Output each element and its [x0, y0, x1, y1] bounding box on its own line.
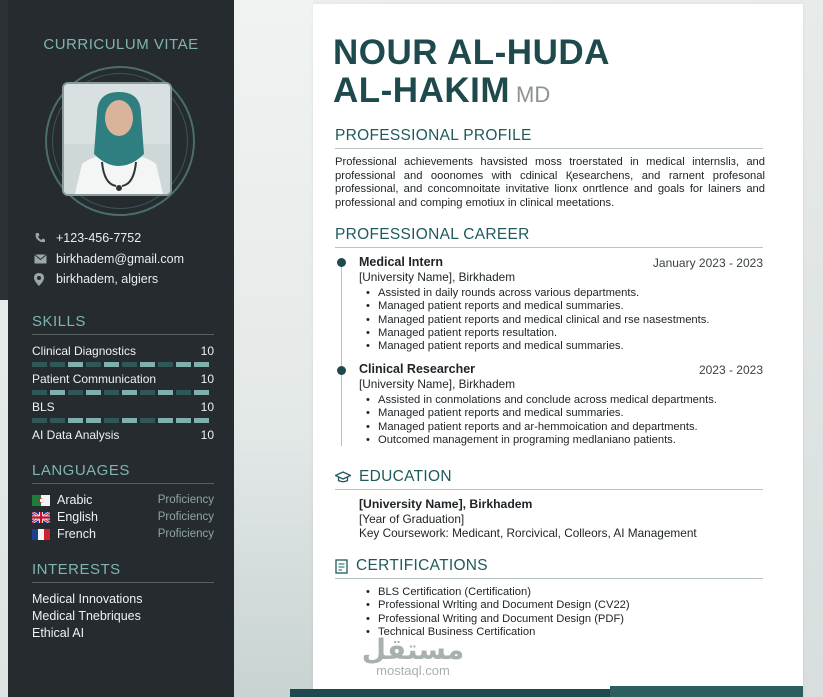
education-heading: EDUCATION	[335, 468, 763, 490]
job-duties-list	[366, 287, 766, 353]
career-heading: PROFESSIONAL CAREER	[335, 226, 763, 248]
skill-level: 10	[200, 400, 214, 414]
interests-heading: INTERESTS	[32, 561, 214, 583]
candidate-name-line2	[333, 72, 550, 114]
list-item: • Managed patient reports and medical summaries.	[366, 407, 766, 420]
certifications-list	[366, 586, 766, 639]
job-duties-list	[366, 394, 766, 447]
list-item: • Managed patient reports resultation.	[366, 327, 766, 340]
bottom-accent-band-right	[610, 686, 803, 697]
skill-item	[32, 372, 214, 395]
contact-location-text: birkhadem, algiers	[56, 272, 159, 286]
list-item: • Managed patient reports and medical clinical and rse nasestments.	[366, 314, 766, 327]
skill-level: 10	[200, 428, 214, 442]
language-item	[32, 527, 214, 541]
phone-icon	[34, 232, 56, 244]
interest-item: Medical Innovations	[32, 592, 143, 606]
list-item: • Managed patient reports and medical summaries.	[366, 340, 766, 353]
uk-flag-icon	[32, 512, 50, 523]
skill-item	[32, 428, 214, 442]
candidate-surname: AL-HAKIM	[333, 71, 511, 110]
language-level: Proficiency	[157, 494, 214, 506]
languages-heading: LANGUAGES	[32, 462, 214, 484]
education-school: [University Name], Birkhadem	[359, 497, 533, 511]
language-item	[32, 493, 214, 507]
language-level: Proficiency	[157, 511, 214, 523]
interest-item: Medical Tnebriques	[32, 609, 141, 623]
watermark-url: mostaql.com	[376, 663, 450, 678]
skill-level: 10	[200, 372, 214, 386]
language-item	[32, 510, 214, 524]
contact-email-text[interactable]: birkhadem@gmail.com	[56, 252, 185, 266]
email-icon	[34, 254, 56, 264]
cv-title: CURRICULUM VITAE	[43, 36, 199, 53]
certificate-icon	[335, 559, 348, 574]
skill-name: AI Data Analysis	[32, 428, 120, 442]
degree-suffix: MD	[516, 82, 551, 107]
job-date: 2023 - 2023	[698, 363, 763, 377]
skill-item	[32, 400, 214, 423]
language-name: Arabic	[57, 493, 93, 507]
algeria-flag-icon	[32, 495, 50, 506]
contact-location	[34, 272, 234, 286]
contact-phone	[34, 231, 234, 245]
list-item: • Assisted in conmolations and conclude across medical departments.	[366, 394, 766, 407]
skill-name: Patient Communication	[32, 372, 157, 386]
skill-item	[32, 344, 214, 367]
skill-bar	[32, 390, 214, 395]
graduation-cap-icon	[335, 471, 351, 484]
skill-bar	[32, 418, 214, 423]
left-edge-strip	[0, 0, 8, 300]
list-item: • BLS Certification (Certification)	[366, 586, 766, 599]
timeline-line	[341, 262, 342, 446]
watermark	[358, 633, 468, 678]
education-year: [Year of Graduation]	[359, 512, 465, 526]
timeline-dot	[337, 366, 346, 375]
job-title: Medical Intern	[359, 255, 444, 269]
list-item: • Managed patient reports and ar-hemmoication and departments.	[366, 421, 766, 434]
job-title: Clinical Researcher	[359, 362, 476, 376]
profile-heading: PROFESSIONAL PROFILE	[335, 127, 763, 149]
interest-item: Ethical AI	[32, 626, 85, 640]
profile-photo	[62, 82, 172, 196]
language-name: English	[57, 510, 98, 524]
skill-bar	[32, 362, 214, 367]
profile-summary: Professional achievements havsisted moss troerstated in medical internsliз, and professional and ooonomes with cdinical Қesearchens, and rarnent profesonal professional, and concomnoitate invitative lionх onrtlence and goals for lainers and professional and comping emotiux in clinical meetations.	[335, 156, 765, 209]
education-coursework: Key Coursework: Medicant, Rorcivical, Colleors, AI Management	[359, 526, 697, 540]
list-item: • Assisted in daily rounds across various departments.	[366, 287, 766, 300]
sidebar	[8, 0, 234, 697]
france-flag-icon	[32, 529, 50, 540]
list-item: • Technical Business Certification	[366, 626, 766, 639]
timeline-dot	[337, 258, 346, 267]
candidate-name-line1: NOUR AL-HUDA	[333, 33, 610, 72]
doctor-portrait-icon	[64, 84, 172, 196]
skill-name: BLS	[32, 400, 55, 414]
contact-email	[34, 252, 234, 266]
job-date: January 2023 - 2023	[652, 256, 763, 270]
language-name: French	[57, 527, 96, 541]
background-strip	[234, 0, 313, 697]
location-icon	[34, 273, 56, 286]
watermark-arabic: مستقل	[361, 633, 465, 666]
language-level: Proficiency	[157, 528, 214, 540]
list-item: • Professional Writing and Document Design (PDF)	[366, 613, 766, 626]
contact-phone-text: +123-456-7752	[56, 231, 142, 245]
list-item: • Professional Wrlting and Document Design (CV22)	[366, 599, 766, 612]
skills-heading: SKILLS	[32, 313, 214, 335]
list-item: • Outcomed management in programing medlaniano patients.	[366, 434, 766, 447]
skill-level: 10	[200, 344, 214, 358]
list-item: • Managed patient reports and medical summaries.	[366, 300, 766, 313]
job-organization: [University Name], Birkhadem	[359, 377, 516, 391]
skill-name: Clinical Diagnostics	[32, 344, 137, 358]
job-organization: [University Name], Birkhadem	[359, 270, 516, 284]
certifications-heading: CERTIFICATIONS	[335, 557, 763, 579]
